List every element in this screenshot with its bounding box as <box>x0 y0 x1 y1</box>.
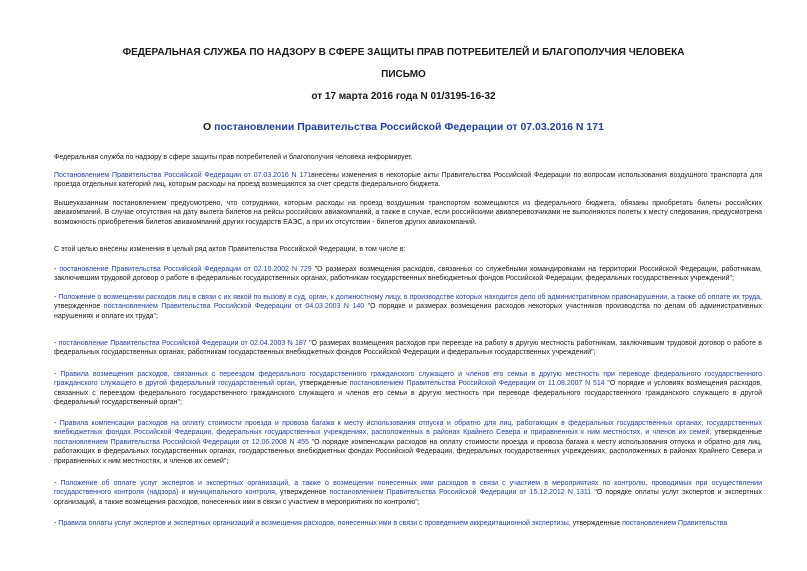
list-bullet: - <box>54 294 59 301</box>
resolution-link[interactable]: Постановлением Правительства Российской Федерации от 07.03.2016 N 171 <box>54 172 312 179</box>
list-bullet: - <box>54 266 60 273</box>
list-item-text: , утвержденное <box>54 294 762 311</box>
act-link[interactable]: Положение о возмещении расходов лиц в связи с их явкой по вызову в суд, орган, к должностному лицу, в производстве которых находится дело об административном правонарушении, а также об оплате их труда <box>58 294 761 301</box>
act-link[interactable]: Правила оплаты услуг экспертов и экспертных организаций и возмещения расходов, понесенных ими в связи с проведением аккредитационной экспертизы <box>58 520 569 527</box>
list-item-text: , утвержденные <box>568 520 623 527</box>
list-item <box>54 479 762 507</box>
act-link[interactable]: постановление Правительства Российской Федерации от 02.04.2003 N 187 <box>58 340 307 347</box>
paragraph-text: внесены изменения в некоторые акты Правительства Российской Федерации по вопросам использования воздушного транспорта для проезда отдельных категорий лиц, которым расходы на проезд возмещаются за счет средств федерального бюджета. <box>54 172 762 189</box>
list-item <box>54 293 762 321</box>
subject-link[interactable]: постановлении Правительства Российской Федерации от 07.03.2016 N 171 <box>214 121 604 133</box>
paragraph-provisions: Вышеуказанным постановлением предусмотрено, что сотрудники, которым расходы на проезд воздушным транспортом возмещаются из федерального бюджета, обязаны приобретать билеты российских авиакомпаний. В случае отсутствия на дату вылета билетов на рейсы российских авиакомпаний, а также в случае, если российскими авиаперевозчиками не выполняются полеты к месту следования, предусмотрена возможность приобретения билетов авиакомпаний других государств ЕАЭС, а при их отсутствии - билетов других авиакомпаний. <box>54 200 762 226</box>
document-type-heading: ПИСЬМО <box>381 69 426 80</box>
act-link[interactable]: постановление Правительства Российской Федерации от 02.10.2002 N 729 <box>59 266 312 273</box>
list-bullet: - <box>54 480 61 487</box>
act-link[interactable]: Правила возмещения расходов, связанных с переездом федерального государственного гражданского служащего и членов его семьи в другую местность при переводе федерального государственного гражданского служащего в другой федеральный государственный орган <box>54 371 762 388</box>
list-item <box>54 519 762 528</box>
list-bullet: - <box>54 340 59 347</box>
paragraph-resolution <box>54 171 762 190</box>
organization-heading: ФЕДЕРАЛЬНАЯ СЛУЖБА ПО НАДЗОРУ В СФЕРЕ ЗАЩИТЫ ПРАВ ПОТРЕБИТЕЛЕЙ И БЛАГОПОЛУЧИЯ ЧЕЛОВЕКА <box>122 47 685 58</box>
list-item-text: "О размерах возмещения расходов при переезде на работу в другую местность работникам, заключившим трудовой договор о работе в федеральных государственных органах, работникам государственных внебюджетных фондов Российской Федерации и федеральных государственных учреждений"; <box>54 340 762 357</box>
list-item-text: "О порядке и размерах возмещения расходов некоторых участников производства по делам об административных нарушениях и оплате их труда"; <box>54 303 762 320</box>
list-item <box>54 265 762 284</box>
list-item-text: "О порядке и условиях возмещения расходов, связанных с переездом федерального государственного гражданского служащего и членов его семьи в другую местность при переводе федерального государственного гражданского служащего в другой федеральный государственный орган"; <box>54 380 763 407</box>
list-item <box>54 339 762 358</box>
list-item <box>54 370 762 408</box>
list-bullet: - <box>54 520 59 527</box>
list-item-text: "О порядке оплаты услуг экспертов и экспертных организаций, а также возмещения расходов, понесенных ими в связи с участием в мероприятиях по контролю"; <box>54 489 762 506</box>
list-item-text: , утвержденные <box>294 380 350 388</box>
act-link[interactable]: постановлением Правительства <box>622 520 728 527</box>
act-link[interactable]: Правила компенсации расходов на оплату стоимости проезда и провоза багажа к месту использования отпуска и обратно для лиц, работающих в федеральных государственных органах, государственных внебюджетных фондах Российской Федерации, федеральных государственных учреждениях, расположенных в районах Крайнего Севера и приравненных к ним местностях, и членов их семей <box>54 420 762 437</box>
list-bullet: - <box>54 371 61 378</box>
act-link[interactable]: Положение об оплате услуг экспертов и экспертных организаций, а также о возмещении понесенных ими расходов в связи с участием в мероприятиях по контролю, проводимых при осуществлении государственного контроля (надзора) и муниципального контроля <box>54 480 762 497</box>
document-subject <box>0 121 807 133</box>
act-link[interactable]: постановлением Правительства Российской Федерации от 11.08.2007 N 514 <box>349 380 605 388</box>
list-item-text: "О размерах возмещения расходов, связанных со служебными командировками на территории Российской Федерации, работникам, заключившим трудовой договор о работе в федеральных государственных органах, работникам государственных внебюджетных фондов Российской Федерации, федеральных государственных учреждений"; <box>54 266 762 283</box>
paragraph-list-intro: С этой целью внесены изменения в целый ряд актов Правительства Российской Федерации, в том числе в: <box>54 246 406 253</box>
list-item <box>54 419 762 466</box>
list-bullet: - <box>54 420 60 427</box>
list-item-text: , утвержденные <box>709 429 762 437</box>
subject-prefix: О <box>203 121 215 133</box>
act-link[interactable]: постановлением Правительства Российской Федерации от 15.12.2012 N 1311 <box>329 489 592 497</box>
paragraph-intro: Федеральная служба по надзору в сфере защиты прав потребителей и благополучия человека информирует. <box>54 154 413 161</box>
act-link[interactable]: постановлением Правительства Российской Федерации от 12.06.2008 N 455 <box>54 438 309 446</box>
document-date-number: от 17 марта 2016 года N 01/3195-16-32 <box>311 91 496 102</box>
list-item-text: "О порядке компенсации расходов на оплату стоимости проезда и провоза багажа к месту использования отпуска и обратно для лиц, работающих в федеральных государственных органах, государственных внебюджетных фондах Российской Федерации, федеральных государственных учреждениях, расположенных в районах Крайнего Севера и приравненных к ним местностях, и членов их семей"; <box>54 438 763 465</box>
list-item-text: , утвержденное <box>274 489 330 497</box>
act-link[interactable]: постановлением Правительства Российской Федерации от 04.03.2003 N 140 <box>103 303 365 311</box>
